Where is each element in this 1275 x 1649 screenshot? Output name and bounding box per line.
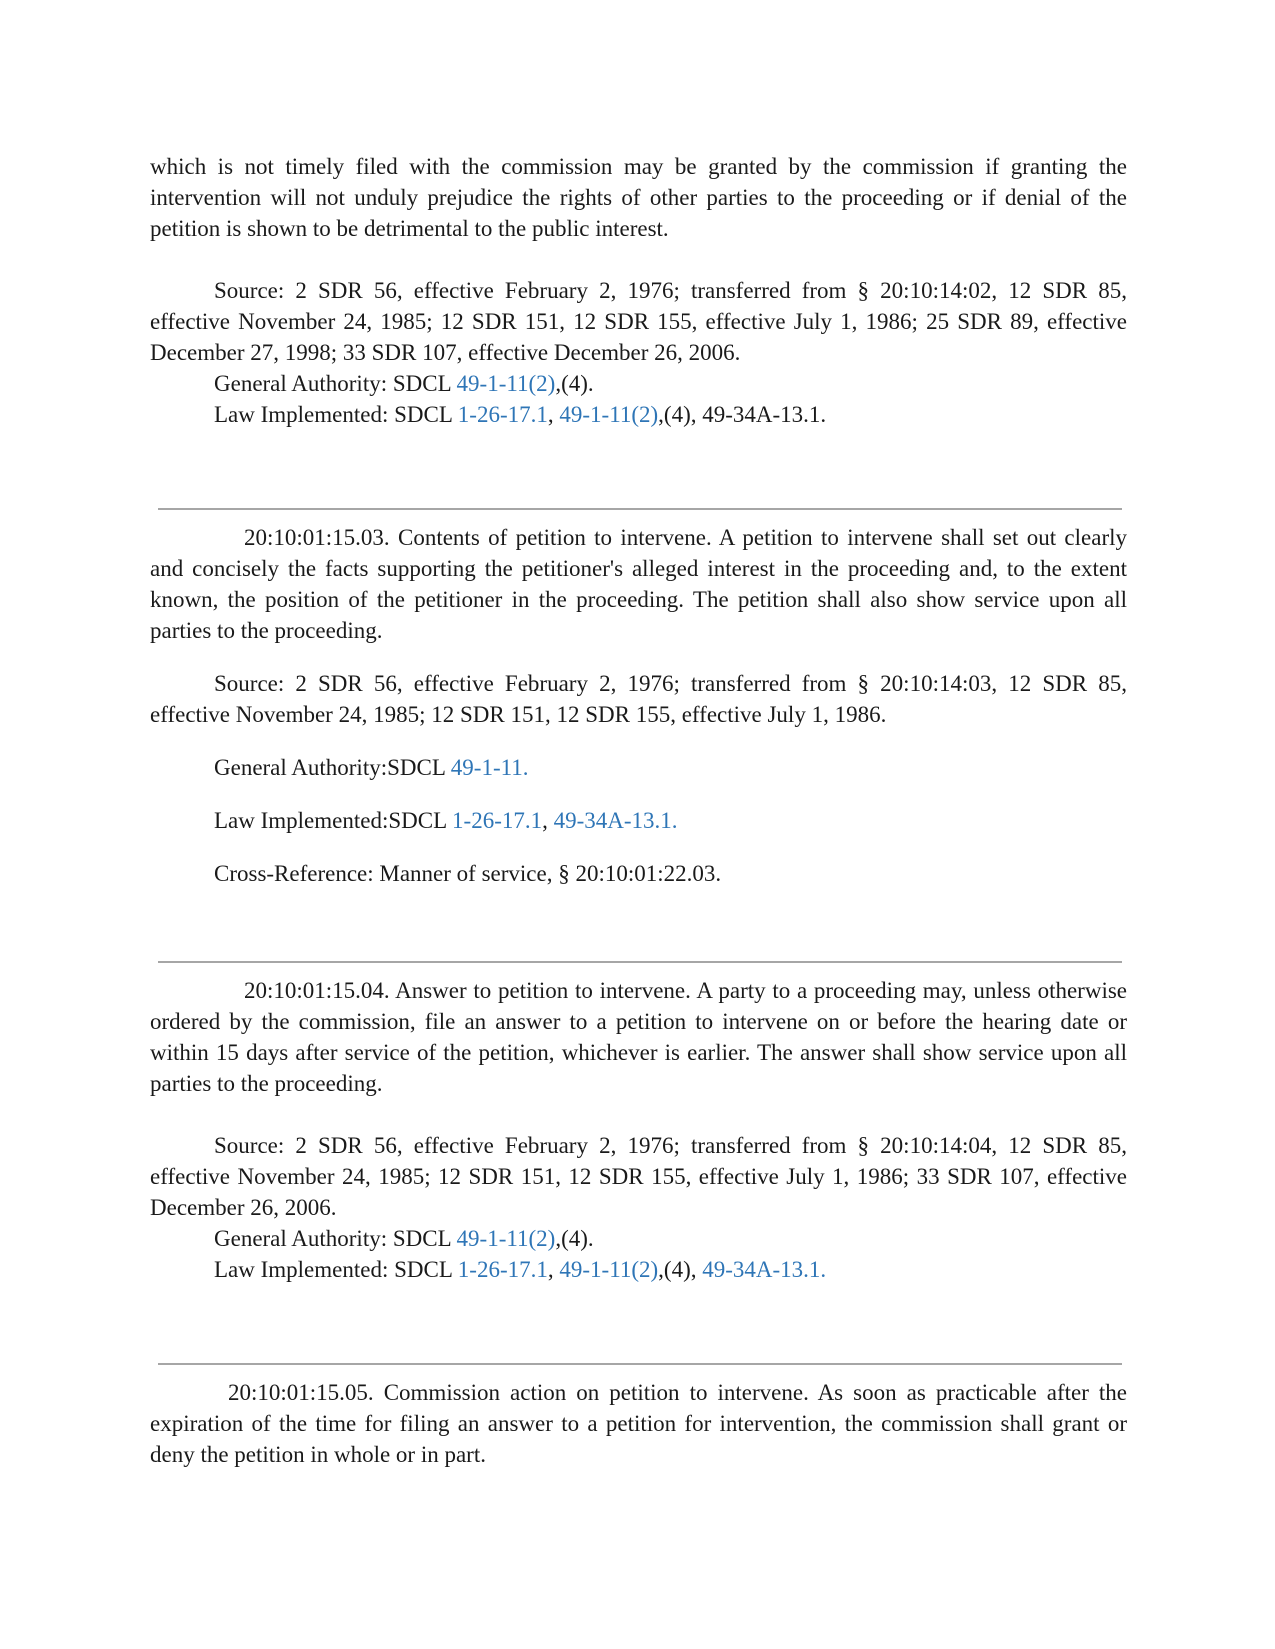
law-implemented: Law Implemented: SDCL 1-26-17.1, 49-1-11(2),(4), 49-34A-13.1. xyxy=(214,402,827,427)
statute-link[interactable]: 49-34A-13.1. xyxy=(702,1257,827,1282)
section-body: 20:10:01:15.05. Commission action on petition to intervene. As soon as practicable after the expiration of the time for filing an answer to a petition for intervention, the commission shall grant or deny the petition in whole or in part. xyxy=(150,1380,1127,1467)
statute-link[interactable]: 1-26-17.1 xyxy=(457,402,548,427)
statute-link[interactable]: 49-1-11. xyxy=(450,755,529,780)
section-body: 20:10:01:15.03. Contents of petition to intervene. A petition to intervene shall set out clearly and concisely the facts supporting the petitioner's alleged interest in the proceeding and, to the extent known, the position of the petitioner in the proceeding. The petition shall also show service upon all parties to the proceeding. xyxy=(150,525,1127,643)
section-body: which is not timely filed with the commission may be granted by the commission if granting the intervention will not unduly prejudice the rights of other parties to the proceeding or if denial of the petition is shown to be detrimental to the public interest. xyxy=(150,154,1127,241)
statute-link[interactable]: 49-34A-13.1. xyxy=(553,808,678,833)
source-note: Source: 2 SDR 56, effective February 2, 1976; transferred from § 20:10:14:02, 12 SDR 85, effective November 24, 1985; 12 SDR 151, 12 SDR 155, effective July 1, 1986; 25 SDR 89, effective December 27, 1998; 33 SDR 107, effective December 26, 2006. xyxy=(150,278,1127,365)
statute-link[interactable]: 49-1-11(2) xyxy=(559,402,659,427)
law-implemented: Law Implemented: SDCL 1-26-17.1, 49-1-11(2),(4), 49-34A-13.1. xyxy=(214,1257,827,1282)
statute-link[interactable]: 1-26-17.1 xyxy=(457,1257,548,1282)
source-note: Source: 2 SDR 56, effective February 2, 1976; transferred from § 20:10:14:03, 12 SDR 85, effective November 24, 1985; 12 SDR 151, 12 SDR 155, effective July 1, 1986. xyxy=(150,671,1127,727)
general-authority: General Authority:SDCL 49-1-11. xyxy=(214,755,529,780)
statute-link[interactable]: 49-1-11(2) xyxy=(456,1226,556,1251)
section-body: 20:10:01:15.04. Answer to petition to intervene. A party to a proceeding may, unless otherwise ordered by the commission, file an answer to a petition to intervene on or before the hearing date or within 15 days after service of the petition, whichever is earlier. The answer shall show service upon all parties to the proceeding. xyxy=(150,978,1127,1096)
statute-link[interactable]: 49-1-11(2) xyxy=(456,371,556,396)
statute-link[interactable]: 1-26-17.1 xyxy=(452,808,543,833)
cross-reference: Cross-Reference: Manner of service, § 20:10:01:22.03. xyxy=(214,861,722,886)
source-note: Source: 2 SDR 56, effective February 2, 1976; transferred from § 20:10:14:04, 12 SDR 85, effective November 24, 1985; 12 SDR 151, 12 SDR 155, effective July 1, 1986; 33 SDR 107, effective December 26, 2006. xyxy=(150,1133,1127,1220)
document-page xyxy=(150,151,1127,1470)
statute-link[interactable]: 49-1-11(2) xyxy=(559,1257,659,1282)
law-implemented: Law Implemented:SDCL 1-26-17.1, 49-34A-13.1. xyxy=(214,808,678,833)
general-authority: General Authority: SDCL 49-1-11(2),(4). xyxy=(214,1226,594,1251)
general-authority: General Authority: SDCL 49-1-11(2),(4). xyxy=(214,371,594,396)
